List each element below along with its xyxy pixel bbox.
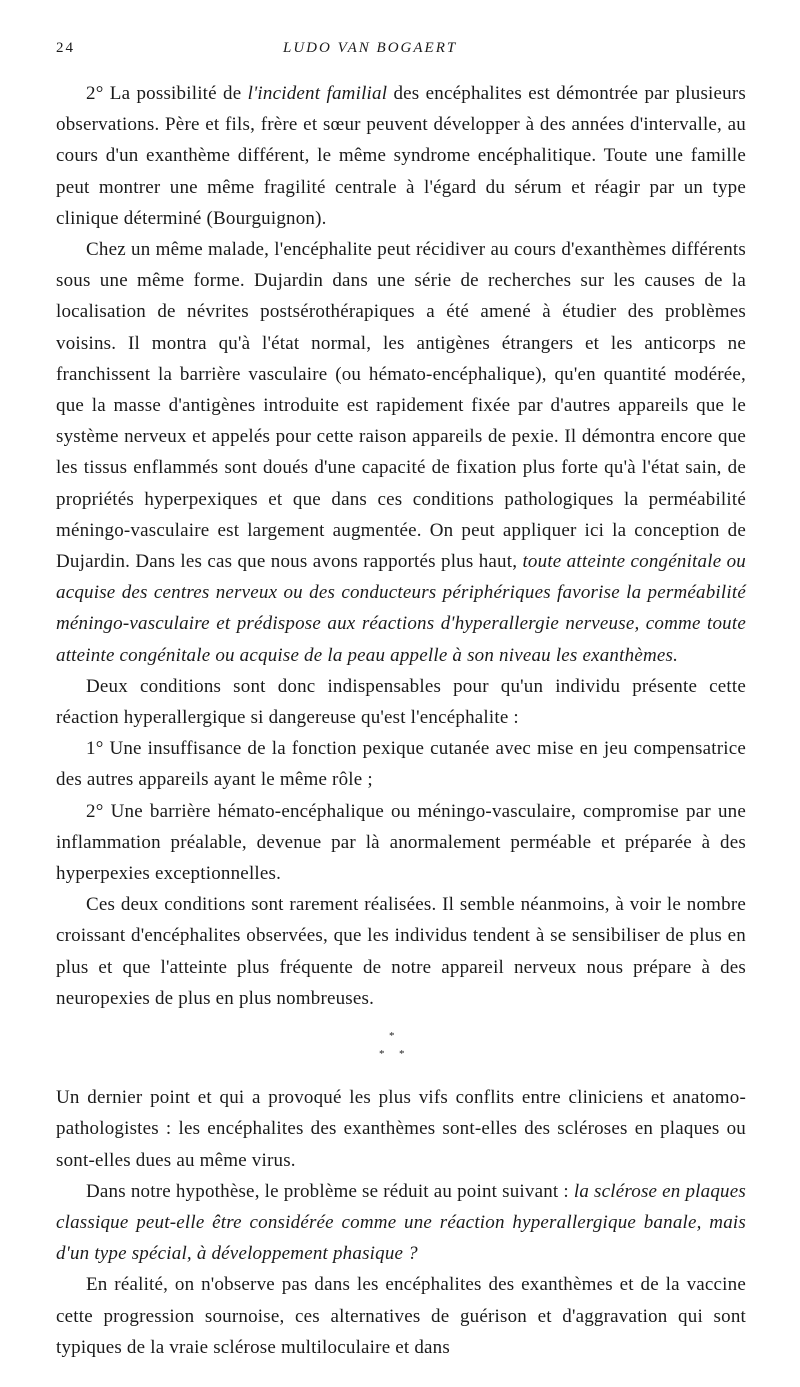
italic-text: l'incident familial [247, 83, 388, 104]
text-run: En réalité, on n'observe pas dans les encéphalites des exanthèmes et de la vaccine cette progression sournoise, ces alternatives de guérison et d'aggravation qui sont typiques de la vraie sclérose multiloculaire et dans [56, 1274, 746, 1358]
text-run: Ces deux conditions sont rarement réalisées. Il semble néanmoins, à voir le nombre croissant d'encéphalites observées, que les individus tendent à se sensibiliser de plus en plus et que l'atteinte plus fréquente de notre appareil nerveux nous prépare à des neuropexies de plus en plus nombreuses. [56, 894, 746, 1009]
body-text [56, 78, 746, 1363]
text-run: des encéphalites est démontrée par plusieurs observations. Père et fils, frère et sœur peuvent développer à des années d'intervalle, au cours d'un exanthème différent, le même syndrome encéphalitique. Toute une famille peut montrer une même fragilité centrale à l'égard du sérum et réagir par un type clinique déterminé (Bourguignon). [56, 83, 746, 229]
paragraph [56, 733, 746, 795]
section-separator [56, 1020, 746, 1078]
text-run: 1° Une insuffisance de la fonction pexique cutanée avec mise en jeu compensatrice des autres appareils ayant le même rôle ; [56, 738, 746, 791]
text-run: Chez un même malade, l'encéphalite peut récidiver au cours d'exanthèmes différents sous une même forme. Dujardin dans une série de recherches sur les causes de la localisation de névrites postsérothérapiques a été amené à étudier des problèmes voisins. Il montra qu'à l'état normal, les antigènes étrangers et les anticorps ne franchissent la barrière vasculaire (ou hémato-encéphalique), qu'en quantité modérée, que la masse d'antigènes introduite est rapidement fixée par d'autres appareils que le système nerveux et appelés pour cette raison appareils de pexie. Il démontra encore que les tissus enflammés sont doués d'une capacité de fixation plus forte qu'à l'état sain, de propriétés hyperpexiques et que dans ces conditions pathologiques la perméabilité méningo-vasculaire est largement augmentée. On peut appliquer ici la conception de Dujardin. Dans les cas que nous avons rapportés plus haut, [56, 239, 746, 573]
paragraph [56, 1176, 746, 1270]
paragraph [56, 796, 746, 890]
asterisk: * [399, 1048, 405, 1061]
text-run: Dans notre hypothèse, le problème se réduit au point suivant : [86, 1180, 574, 1202]
paragraph [56, 671, 746, 733]
asterisk: * [379, 1048, 385, 1061]
page-number: 24 [56, 40, 75, 56]
paragraph [56, 1082, 746, 1176]
text-run: 2° La possibilité de [86, 83, 248, 104]
paragraph [56, 889, 746, 1014]
paragraph [56, 234, 746, 671]
page-header [56, 40, 746, 64]
text-run: 2° Une barrière hémato-encéphalique ou méningo-vasculaire, compromise par une inflammation préalable, devenue par là anormalement perméable et préparée à des hyperpexies exceptionnelles. [56, 800, 746, 885]
running-title: LUDO VAN BOGAERT [283, 40, 458, 56]
paragraphs-before-separator [56, 78, 746, 1014]
paragraph [56, 1269, 746, 1363]
asterisk: * [389, 1030, 395, 1043]
text-run: Deux conditions sont donc indispensables pour qu'un individu présente cette réaction hyperallergique si dangereuse qu'est l'encéphalite : [56, 675, 746, 729]
italic-text: la sclérose en plaques classique peut-elle être considérée comme une réaction hyperallergique banale, mais d'un type spécial, à développement phasique ? [56, 1180, 746, 1265]
text-run: Un dernier point et qui a provoqué les plus vifs conflits entre cliniciens et anatomo-pathologistes : les encéphalites des exanthèmes sont-elles des scléroses en plaques ou sont-elles dues au même virus. [56, 1087, 746, 1171]
paragraphs-after-separator [56, 1082, 746, 1363]
document-page [56, 40, 746, 1363]
paragraph [56, 78, 746, 234]
italic-text: toute atteinte congénitale ou acquise des centres nerveux ou des conducteurs périphériques favorise la perméabilité méningo-vasculaire et prédispose aux réactions d'hyperallergie nerveuse, comme toute atteinte congénitale ou acquise de la peau appelle à son niveau les exanthèmes. [56, 551, 746, 666]
